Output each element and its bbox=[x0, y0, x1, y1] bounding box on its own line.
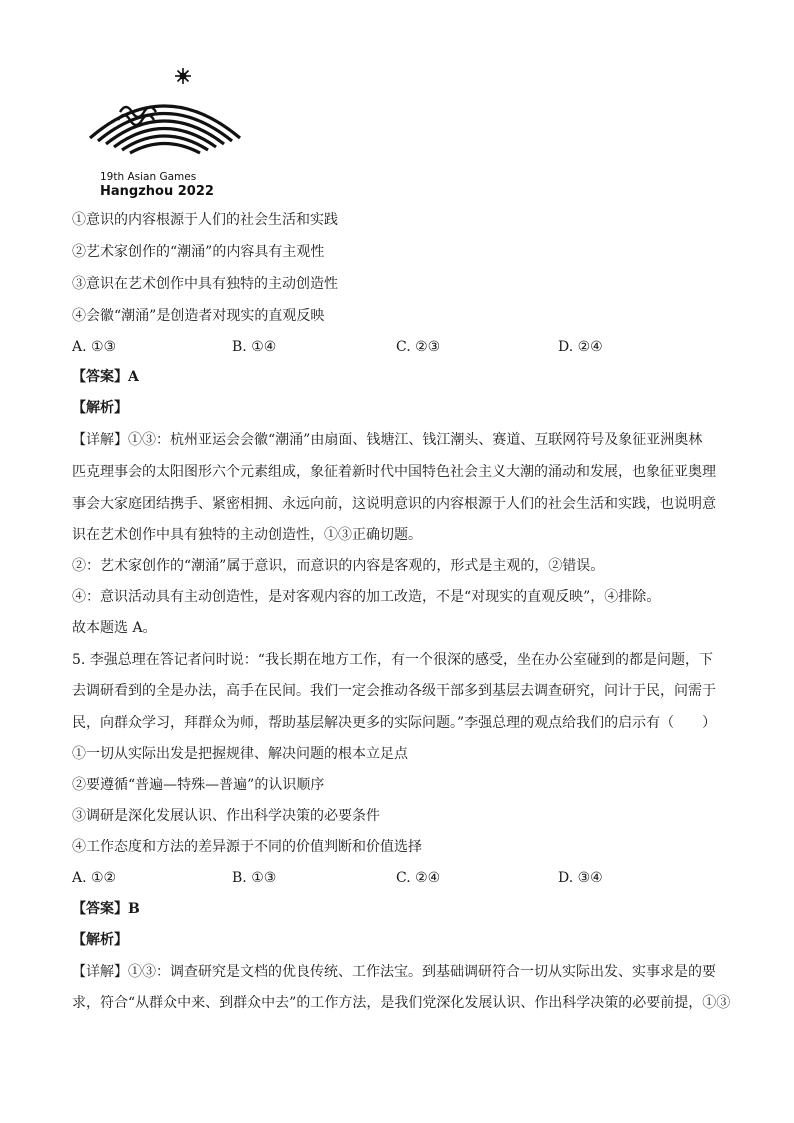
logo-line1: 19th Asian Games bbox=[100, 171, 197, 183]
fan-waves-icon bbox=[90, 106, 240, 153]
q4-detail-line: 事会大家庭团结携手、紧密相拥、永远向前，这说明意识的内容根源于人们的社会生活和实践，也说明意 bbox=[72, 496, 716, 512]
q4-statement-1: ①意识的内容根源于人们的社会生活和实践 bbox=[72, 212, 338, 228]
q4-option-b: B. ①④ bbox=[232, 339, 277, 355]
q4-statement-3: ③意识在艺术创作中具有独特的主动创造性 bbox=[72, 276, 338, 292]
q4-detail-line: 【详解】①③：杭州亚运会会徽“潮涌”由扇面、钱塘江、钱江潮头、赛道、互联网符号及象征亚洲奥林 bbox=[72, 432, 703, 448]
q4-detail-line: 识在艺术创作中具有独特的主动创造性，①③正确切题。 bbox=[72, 527, 422, 543]
q4-options bbox=[72, 337, 732, 357]
q4-option-a: A. ①③ bbox=[72, 339, 117, 355]
q5-stem-line: 去调研看到的全是办法，高手在民间。我们一定会推动各级干部多到基层去调查研究，问计于民，问需于 bbox=[72, 683, 716, 699]
q5-option-a: A. ①② bbox=[72, 870, 117, 886]
q5-answer: 【答案】B bbox=[72, 901, 140, 917]
logo-line2: Hangzhou 2022 bbox=[100, 184, 214, 199]
q4-detail-line: 匹克理事会的太阳图形六个元素组成，象征着新时代中国特色社会主义大潮的涌动和发展，也象征亚奥理 bbox=[72, 464, 716, 480]
q4-option-c: C. ②③ bbox=[396, 339, 441, 355]
q5-statement-3: ③调研是深化发展认识、作出科学决策的必要条件 bbox=[72, 808, 380, 824]
q4-detail-line: ②：艺术家创作的“潮涌”属于意识，而意识的内容是客观的，形式是主观的，②错误。 bbox=[72, 558, 605, 574]
q5-option-d: D. ③④ bbox=[558, 870, 603, 886]
q4-statement-2: ②艺术家创作的“潮涌”的内容具有主观性 bbox=[72, 244, 325, 260]
q5-detail-line: 【详解】①③：调查研究是文档的优良传统、工作法宝。到基础调研符合一切从实际出发、实事求是的要 bbox=[72, 964, 716, 980]
q5-statement-4: ④工作态度和方法的差异源于不同的价值判断和价值选择 bbox=[72, 839, 422, 855]
q4-option-d: D. ②④ bbox=[558, 339, 603, 355]
q5-option-c: C. ②④ bbox=[396, 870, 441, 886]
q4-conclusion: 故本题选 A。 bbox=[72, 620, 157, 636]
q5-stem-line: 民，向群众学习，拜群众为师，帮助基层解决更多的实际问题。”李强总理的观点给我们的启示有（ ） bbox=[72, 715, 717, 731]
q5-options bbox=[72, 868, 732, 888]
q4-detail-line: ④：意识活动具有主动创造性，是对客观内容的加工改造，不是“对现实的直观反映”，④排除。 bbox=[72, 589, 661, 605]
q5-statement-2: ②要遵循“普遍—特殊—普遍”的认识顺序 bbox=[72, 777, 325, 793]
q5-stem-line: 5. 李强总理在答记者问时说：“我长期在地方工作，有一个很深的感受，坐在办公室碰到的都是问题，下 bbox=[72, 652, 713, 668]
q4-statement-4: ④会徽“潮涌”是创造者对现实的直观反映 bbox=[72, 308, 325, 324]
q5-statement-1: ①一切从实际出发是把握规律、解决问题的根本立足点 bbox=[72, 746, 408, 762]
q5-detail-line: 求，符合“从群众中来、到群众中去”的工作方法，是我们党深化发展认识、作出科学决策的必要前提，①③ bbox=[72, 995, 731, 1011]
asian-games-logo bbox=[80, 66, 248, 200]
q5-option-b: B. ①③ bbox=[232, 870, 277, 886]
q5-analysis-label: 【解析】 bbox=[72, 932, 128, 948]
q4-answer: 【答案】A bbox=[72, 369, 139, 385]
q4-analysis-label: 【解析】 bbox=[72, 400, 128, 416]
sun-emblem-icon bbox=[175, 68, 191, 84]
